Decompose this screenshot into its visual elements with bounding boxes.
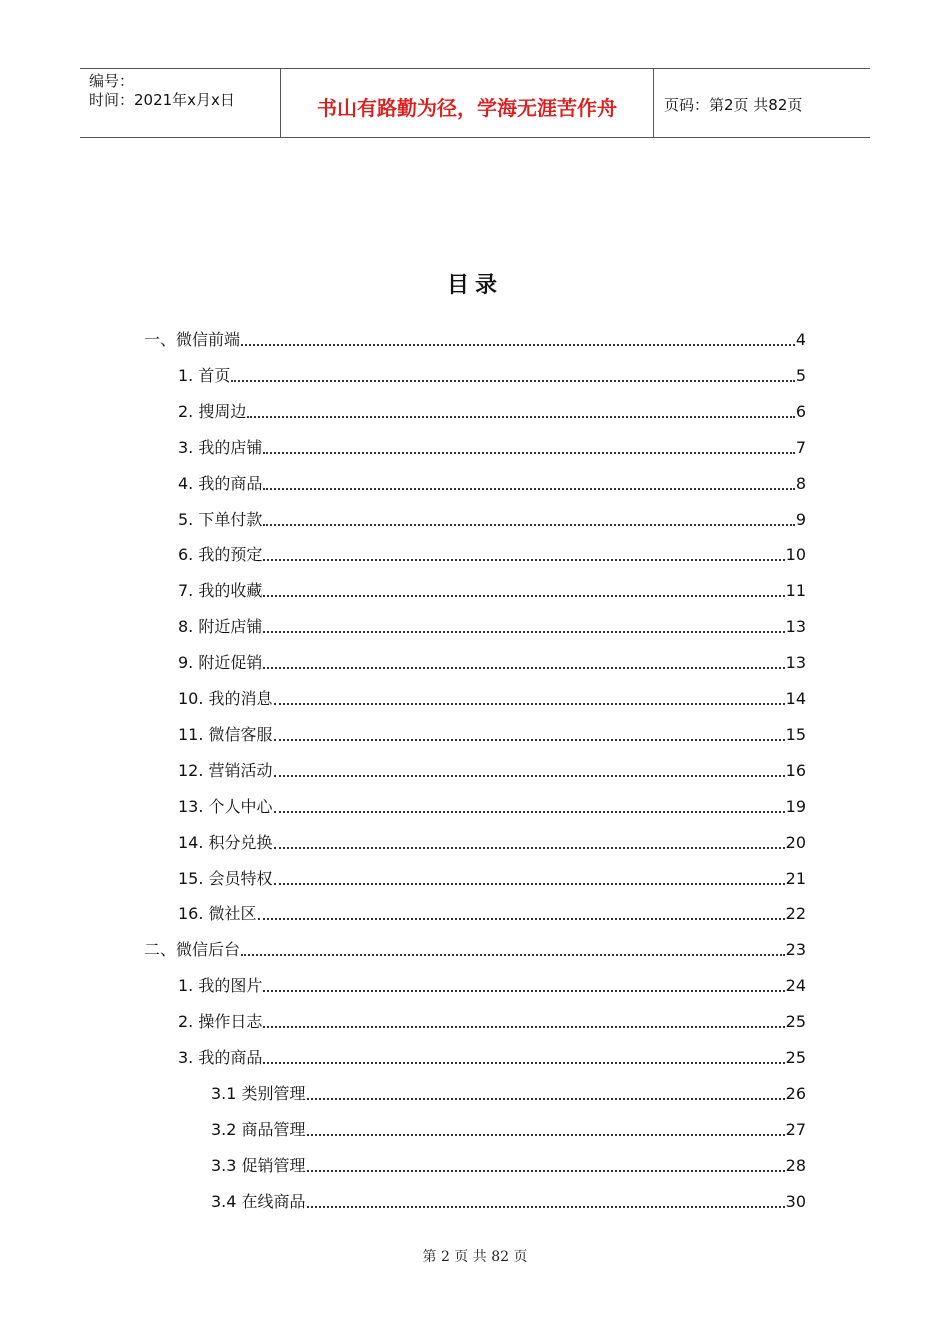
toc-leader-dots: [263, 524, 794, 526]
toc-entry-label: 1. 首页: [178, 365, 231, 385]
toc-entry[interactable]: [178, 645, 806, 673]
toc-entry-page: 10: [785, 545, 806, 565]
toc-leader-dots: [274, 775, 785, 777]
toc-leader-dots: [307, 1206, 785, 1208]
toc-entry-page: 5: [795, 365, 806, 385]
toc-entry-label: 3.1 类别管理: [211, 1083, 306, 1103]
toc-entry-page: 13: [785, 617, 806, 637]
toc-leader-dots: [274, 703, 785, 705]
toc-entry-label: 12. 营销活动: [178, 760, 273, 780]
toc-entry[interactable]: [178, 609, 806, 637]
toc-entry[interactable]: [178, 753, 806, 781]
toc-entry-page: 20: [785, 832, 806, 852]
toc-entry-label: 9. 附近促销: [178, 653, 263, 673]
toc-entry[interactable]: [178, 717, 806, 745]
toc-entry-label: 3.3 促销管理: [211, 1155, 306, 1175]
header-page-cell: [654, 69, 870, 137]
toc-entry-page: 25: [785, 1012, 806, 1032]
toc-entry-page: 14: [785, 689, 806, 708]
toc-entry-page: 25: [785, 1048, 806, 1067]
toc-leader-dots: [263, 488, 794, 490]
toc-entry[interactable]: [178, 789, 806, 817]
toc-entry[interactable]: [211, 1184, 806, 1212]
toc-entry[interactable]: [178, 1040, 806, 1068]
toc-leader-dots: [274, 811, 785, 813]
toc-leader-dots: [241, 954, 785, 956]
toc-entry[interactable]: [178, 430, 806, 458]
toc-entry[interactable]: [178, 896, 806, 924]
number-label: 编号：: [89, 72, 135, 90]
toc-entry-label: 3. 我的商品: [178, 1048, 263, 1067]
toc-leader-dots: [263, 1026, 784, 1028]
time-label: 时间：2021年x月x日: [89, 91, 235, 109]
toc-leader-dots: [263, 990, 784, 992]
toc-leader-dots: [263, 667, 784, 669]
toc-leader-dots: [263, 631, 784, 633]
page-footer: 第 2 页 共 82 页: [422, 1249, 528, 1265]
toc-entry[interactable]: [211, 1076, 806, 1104]
motto-text: 书山有路勤为径，学海无涯苦作舟: [317, 96, 617, 120]
toc-entry[interactable]: [178, 573, 806, 601]
toc-entry[interactable]: [211, 1148, 806, 1176]
toc-entry-label: 7. 我的收藏: [178, 581, 263, 601]
toc-entry-label: 5. 下单付款: [178, 509, 263, 529]
toc-entry[interactable]: [178, 681, 806, 709]
toc-entry-label: 一、微信前端: [144, 330, 241, 349]
toc-leader-dots: [241, 344, 795, 346]
toc-entry-label: 6. 我的预定: [178, 545, 263, 565]
toc-entry[interactable]: [211, 1112, 806, 1140]
toc-entry-label: 11. 微信客服: [178, 724, 273, 744]
toc-title: 目录: [446, 273, 503, 298]
toc-entry-label: 3. 我的店铺: [178, 437, 263, 457]
toc-entry-label: 10. 我的消息: [178, 689, 273, 708]
toc-entry-page: 15: [785, 724, 806, 744]
toc-entry-page: 16: [785, 760, 806, 780]
toc-entry-label: 15. 会员特权: [178, 868, 273, 888]
page-header: [80, 68, 870, 138]
toc-leader-dots: [263, 559, 784, 561]
toc-leader-dots: [258, 918, 785, 920]
toc-leader-dots: [274, 739, 785, 741]
toc-leader-dots: [274, 883, 785, 885]
toc-entry-label: 16. 微社区: [178, 904, 257, 924]
toc-entry-page: 24: [785, 976, 806, 996]
toc-leader-dots: [247, 416, 794, 418]
toc-entry[interactable]: [178, 968, 806, 996]
toc-entry[interactable]: [178, 825, 806, 853]
toc-entry[interactable]: [178, 537, 806, 565]
toc-entry-page: 8: [795, 473, 806, 493]
toc-entry-label: 2. 操作日志: [178, 1012, 263, 1032]
toc-entry-label: 4. 我的商品: [178, 473, 263, 493]
toc-entry-page: 28: [785, 1155, 806, 1175]
toc-entry-label: 二、微信后台: [144, 940, 241, 960]
toc-entry-page: 7: [795, 437, 806, 457]
toc-entry-page: 13: [785, 653, 806, 673]
toc-entry-page: 9: [795, 509, 806, 529]
toc-leader-dots: [263, 1062, 784, 1064]
toc-entry[interactable]: [144, 932, 806, 960]
toc-entry[interactable]: [144, 322, 806, 350]
toc-entry-page: 19: [785, 796, 806, 816]
toc-entry-label: 14. 积分兑换: [178, 832, 273, 852]
toc-entry-page: 21: [785, 868, 806, 888]
toc-entry-label: 3.2 商品管理: [211, 1119, 306, 1139]
page-info: 页码：第2页 共82页: [664, 96, 803, 114]
toc-leader-dots: [274, 847, 785, 849]
toc-entry-page: 23: [785, 940, 806, 960]
toc-leader-dots: [263, 452, 794, 454]
toc-entry-label: 1. 我的图片: [178, 976, 263, 996]
toc-entry[interactable]: [178, 861, 806, 889]
toc-entry[interactable]: [178, 502, 806, 530]
header-motto-cell: [281, 69, 654, 137]
toc-entry-page: 30: [785, 1191, 806, 1211]
toc-leader-dots: [307, 1170, 785, 1172]
toc-leader-dots: [307, 1134, 785, 1136]
toc-leader-dots: [263, 595, 784, 597]
toc-entry[interactable]: [178, 1004, 806, 1032]
toc-entry-page: 22: [785, 904, 806, 924]
toc-entry[interactable]: [178, 394, 806, 422]
toc-entry-label: 8. 附近店铺: [178, 617, 263, 637]
toc-entry-label: 3.4 在线商品: [211, 1191, 306, 1211]
toc-entry-page: 11: [785, 581, 806, 601]
toc-leader-dots: [231, 380, 794, 382]
header-left-cell: [80, 69, 281, 137]
toc-leader-dots: [307, 1098, 785, 1100]
toc-entry-page: 27: [785, 1119, 806, 1139]
toc-entry-page: 6: [795, 401, 806, 421]
toc-entry[interactable]: [178, 466, 806, 494]
toc-entry-label: 2. 搜周边: [178, 401, 247, 421]
toc-entry-page: 26: [785, 1083, 806, 1103]
toc-entry-label: 13. 个人中心: [178, 796, 273, 816]
toc-entry-page: 4: [795, 330, 806, 349]
toc-entry[interactable]: [178, 358, 806, 386]
